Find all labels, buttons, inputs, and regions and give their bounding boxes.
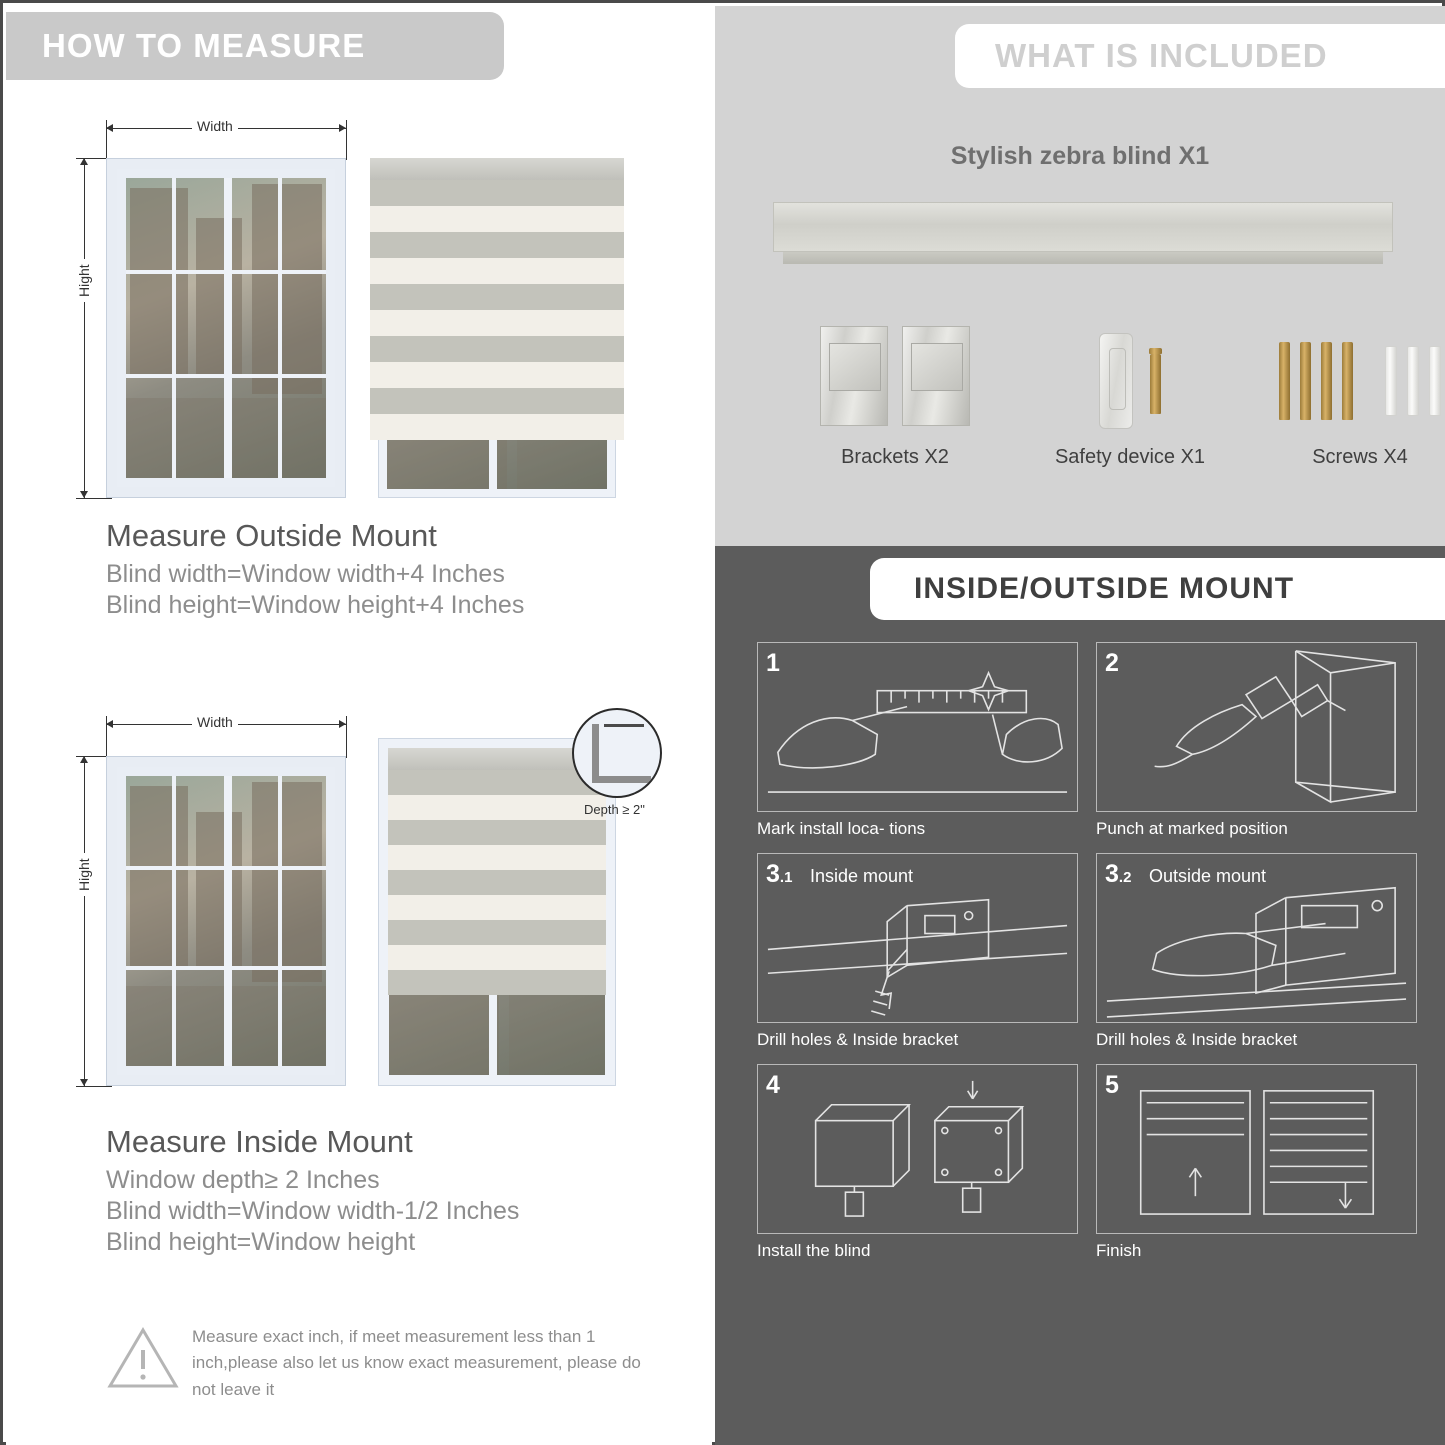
install-step-2 <box>1096 642 1417 839</box>
install-step-4-caption: Install the blind <box>757 1241 871 1260</box>
inside-mount-diagram <box>6 696 712 1108</box>
inside-blind-stripes <box>388 770 606 1016</box>
screw-icon-4 <box>1342 342 1353 420</box>
install-step-4-number: 4 <box>766 1071 780 1099</box>
zebra-blind-headrail <box>773 202 1393 264</box>
install-step-2-image <box>1096 642 1417 812</box>
install-step-3-1-caption: Drill holes & Inside bracket <box>757 1030 959 1049</box>
outside-height-label: Hight <box>76 259 92 302</box>
install-step-1-image <box>757 642 1078 812</box>
install-step-row-3 <box>757 1064 1417 1261</box>
inside-mount-line-1: Window depth≥ 2 Inches <box>106 1166 380 1194</box>
bracket-icon-2 <box>902 326 970 426</box>
outside-width-arrow-right <box>339 124 346 132</box>
install-step-3-1 <box>757 853 1078 1050</box>
outside-mount-line-1: Blind width=Window width+4 Inches <box>106 560 505 588</box>
outside-blind-valance <box>370 158 624 180</box>
install-step-2-caption: Punch at marked position <box>1096 819 1288 838</box>
install-step-5 <box>1096 1064 1417 1261</box>
install-step-3-2-inline-label: Outside mount <box>1149 866 1267 886</box>
install-step-row-1 <box>757 642 1417 839</box>
step-5-sketch-icon <box>1097 1065 1416 1234</box>
part-safety-device-label: Safety device X1 <box>1054 446 1206 468</box>
how-to-measure-title: HOW TO MEASURE <box>42 27 366 64</box>
install-step-3-2-image <box>1096 853 1417 1023</box>
inside-width-arrow-right <box>339 720 346 728</box>
install-step-1-number: 1 <box>766 649 780 677</box>
wall-anchor-icon-1 <box>1385 346 1397 416</box>
inside-blind <box>388 748 606 1016</box>
depth-label: Depth ≥ 2" <box>584 802 645 817</box>
outside-height-arrow-up <box>80 158 88 165</box>
part-screws-label: Screws X4 <box>1312 446 1408 468</box>
part-safety-device <box>1005 326 1255 469</box>
install-step-5-number: 5 <box>1105 1071 1119 1099</box>
install-step-1 <box>757 642 1078 839</box>
install-step-2-number: 2 <box>1105 649 1119 677</box>
inside-outside-mount-banner <box>870 558 1445 620</box>
inside-width-label: Width <box>192 714 238 730</box>
inside-window-frame <box>117 767 335 1075</box>
inside-window <box>106 756 346 1086</box>
wall-anchor-icon-3 <box>1429 346 1441 416</box>
depth-callout-circle <box>572 708 662 798</box>
outside-width-label: Width <box>192 118 238 134</box>
step-3-1-sketch-icon <box>758 854 1077 1023</box>
measure-note-text: Measure exact inch, if meet measurement less than 1 inch,please also let us know exact measurement, please do not leave it <box>192 1327 641 1399</box>
install-step-3-1-inline-label: Inside mount <box>810 866 914 886</box>
screw-icon-single <box>1150 354 1161 414</box>
outside-blind <box>370 158 624 486</box>
what-is-included-panel <box>715 6 1445 546</box>
inside-mount-title: Measure Inside Mount <box>106 1124 413 1159</box>
install-step-row-2 <box>757 853 1417 1050</box>
outside-width-tick-right <box>346 120 347 160</box>
outside-width-arrow-left <box>106 124 113 132</box>
install-steps <box>757 642 1417 1275</box>
main-item-label: Stylish zebra blind X1 <box>950 142 1210 170</box>
inside-height-line <box>84 756 85 1086</box>
outside-mount-diagram <box>6 102 712 502</box>
measure-note <box>106 1324 666 1403</box>
outside-width-tick-left <box>106 120 107 160</box>
outside-height-line <box>84 158 85 498</box>
part-screws <box>1255 326 1445 469</box>
install-step-3-2-number: 3.2 <box>1105 860 1132 888</box>
install-step-4-image <box>757 1064 1078 1234</box>
install-step-3-1-number: 3.1 <box>766 860 793 888</box>
outside-height-tick-bottom <box>76 498 112 499</box>
install-step-4 <box>757 1064 1078 1261</box>
warning-triangle-icon <box>106 1324 180 1390</box>
install-step-3-2 <box>1096 853 1417 1050</box>
bracket-icon-1 <box>820 326 888 426</box>
inside-width-tick-right <box>346 716 347 758</box>
wall-anchor-icon-2 <box>1407 346 1419 416</box>
inside-outside-mount-panel <box>715 546 1445 1445</box>
outside-mount-block <box>6 102 712 622</box>
install-step-5-image <box>1096 1064 1417 1234</box>
part-brackets-label: Brackets X2 <box>841 446 949 468</box>
screw-icon-1 <box>1279 342 1290 420</box>
screw-icon-2 <box>1300 342 1311 420</box>
inside-mount-line-3: Blind height=Window height <box>106 1228 416 1256</box>
inside-mount-line-2: Blind width=Window width-1/2 Inches <box>106 1197 520 1225</box>
inside-height-tick-bottom <box>76 1086 112 1087</box>
outside-blind-stripes <box>370 180 624 486</box>
screw-icon-3 <box>1321 342 1332 420</box>
inside-width-tick-left <box>106 716 107 758</box>
step-2-sketch-icon <box>1097 643 1416 812</box>
inside-height-arrow-up <box>80 756 88 763</box>
outside-mount-title: Measure Outside Mount <box>106 518 437 553</box>
inside-height-arrow-down <box>80 1079 88 1086</box>
step-4-sketch-icon <box>758 1065 1077 1234</box>
inside-width-arrow-left <box>106 720 113 728</box>
safety-device-icon <box>1099 333 1133 429</box>
included-parts <box>755 326 1408 516</box>
step-1-sketch-icon <box>758 643 1077 812</box>
headrail-bottom <box>783 252 1383 264</box>
how-to-measure-panel <box>6 6 712 1445</box>
how-to-measure-banner <box>6 12 504 80</box>
outside-height-arrow-down <box>80 491 88 498</box>
install-step-1-caption: Mark install loca- tions <box>757 819 926 838</box>
inside-mount-block <box>6 696 712 1259</box>
inside-outside-mount-title: INSIDE/OUTSIDE MOUNT <box>914 572 1295 605</box>
headrail-body <box>773 202 1393 252</box>
part-brackets <box>795 326 995 469</box>
install-step-3-2-caption: Drill holes & Inside bracket <box>1096 1030 1298 1049</box>
outside-window <box>106 158 346 498</box>
inside-height-label: Hight <box>76 853 92 896</box>
install-step-5-caption: Finish <box>1096 1241 1142 1260</box>
what-is-included-banner <box>955 24 1445 88</box>
what-is-included-title: WHAT IS INCLUDED <box>995 37 1328 74</box>
outside-mount-line-2: Blind height=Window height+4 Inches <box>106 591 525 619</box>
install-step-3-1-image <box>757 853 1078 1023</box>
outside-window-frame <box>117 169 335 487</box>
